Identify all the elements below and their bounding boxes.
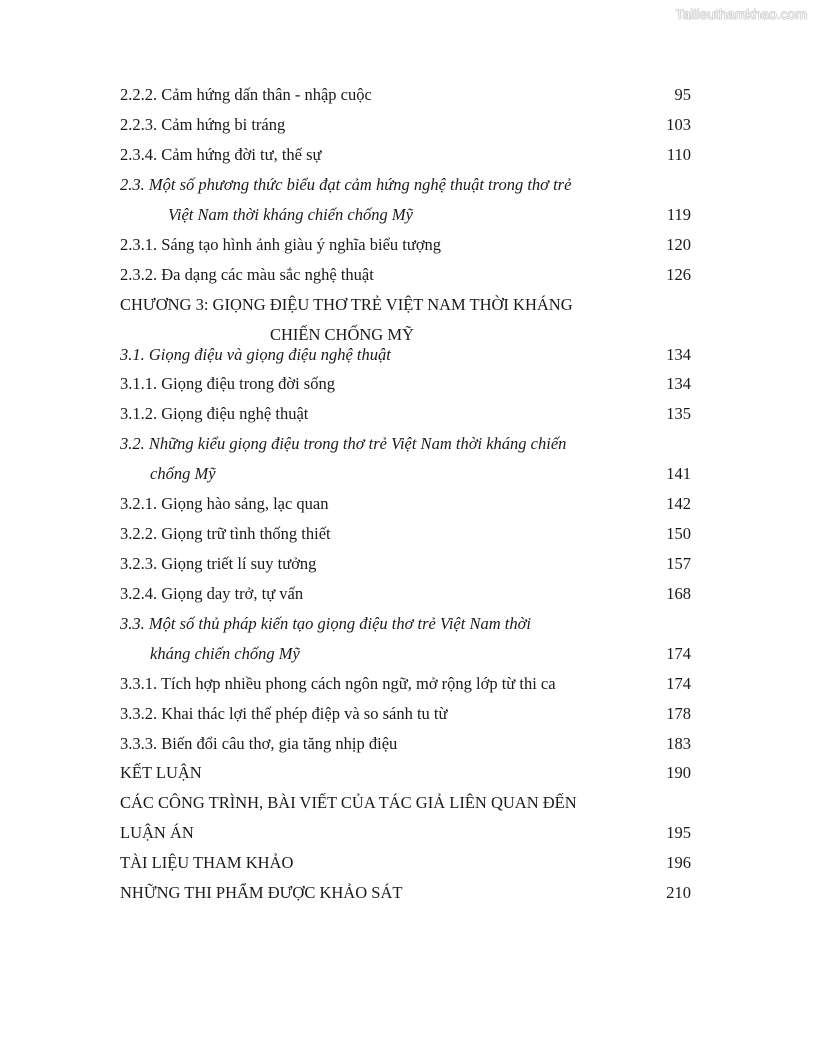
toc-entry	[120, 399, 691, 429]
toc-entry-page: 178	[666, 704, 691, 723]
toc-entry-text: 3.1.2. Giọng điệu nghệ thuật	[120, 404, 309, 423]
toc-entry-text: CHIẾN CHỐNG MỸ	[270, 325, 414, 344]
watermark-text: Tailieuthamkhao.com	[675, 6, 807, 22]
toc-entry-page: 190	[666, 763, 691, 782]
toc-entry-text: 3.2.4. Giọng day trở, tự vấn	[120, 584, 304, 603]
toc-entry	[120, 519, 691, 549]
toc-entry-page: 168	[666, 584, 691, 603]
toc-entry	[120, 579, 691, 609]
toc-entry	[120, 260, 691, 290]
toc-entry-page: 95	[674, 85, 691, 104]
toc-entry-page: 183	[666, 734, 691, 753]
toc-entry-text: 3.1. Giọng điệu và giọng điệu nghệ thuật	[120, 345, 391, 364]
toc-entry-page: 174	[666, 674, 691, 693]
toc-entry	[120, 230, 691, 260]
toc-entry-text: LUẬN ÁN	[120, 823, 194, 842]
toc-entry-text: 3.3.3. Biến đổi câu thơ, gia tăng nhịp điệu	[120, 734, 398, 753]
toc-entry-text: TÀI LIỆU THAM KHẢO	[120, 853, 294, 872]
toc-entry	[120, 878, 691, 908]
toc-entry-page: 174	[666, 644, 691, 663]
toc-entry-text: 3.3.1. Tích hợp nhiều phong cách ngôn ngữ, mở rộng lớp từ thi ca	[120, 674, 556, 693]
toc-entry-text: 3.3. Một số thủ pháp kiến tạo giọng điệu thơ trẻ Việt Nam thời	[120, 614, 531, 633]
toc-entry-page: 195	[666, 823, 691, 842]
toc-entry-text: 2.3.2. Đa dạng các màu sắc nghệ thuật	[120, 265, 374, 284]
toc-entry-page: 134	[666, 345, 691, 364]
toc-entry-text: 3.2.2. Giọng trữ tình thống thiết	[120, 524, 331, 543]
toc-entry	[120, 788, 691, 818]
toc-entry-text: 3.2.1. Giọng hào sảng, lạc quan	[120, 494, 329, 513]
toc-entry	[120, 699, 691, 729]
toc-entry-text: 3.3.2. Khai thác lợi thế phép điệp và so sánh tu từ	[120, 704, 448, 723]
toc-entry	[120, 140, 691, 170]
toc-entry-page: 150	[666, 524, 691, 543]
toc-entry-page: 210	[666, 883, 691, 902]
toc-entry-text: chống Mỹ	[150, 464, 216, 483]
toc-entry-text: 2.2.3. Cảm hứng bi tráng	[120, 115, 286, 134]
toc-entry-page: 119	[666, 205, 691, 224]
toc-entry-page: 126	[666, 265, 691, 284]
toc-entry	[120, 818, 691, 848]
toc-entry-text: 3.2.3. Giọng triết lí suy tưởng	[120, 554, 317, 573]
toc-entry-page: 196	[666, 853, 691, 872]
toc-entry	[120, 459, 691, 489]
toc-entry	[120, 639, 691, 669]
toc-entry	[120, 170, 691, 200]
toc-entry	[120, 729, 691, 759]
toc-entry	[120, 758, 691, 788]
toc-chapter-heading	[120, 290, 691, 320]
toc-entry	[120, 110, 691, 140]
toc-entry-page: 157	[666, 554, 691, 573]
toc-entry-text: KẾT LUẬN	[120, 763, 202, 782]
toc-entry-page: 103	[666, 115, 691, 134]
toc-entry-page: 120	[666, 235, 691, 254]
toc-entry	[120, 609, 691, 639]
toc-entry-text: 2.3.1. Sáng tạo hình ảnh giàu ý nghĩa biểu tượng	[120, 235, 442, 254]
toc-entry-text: CHƯƠNG 3: GIỌNG ĐIỆU THƠ TRẺ VIỆT NAM THỜI KHÁNG	[120, 295, 573, 314]
toc-entry-text: NHỮNG THI PHẨM ĐƯỢC KHẢO SÁT	[120, 883, 403, 902]
toc-entry	[120, 200, 691, 230]
toc-entry	[120, 549, 691, 579]
toc-entry-text: 3.2. Những kiểu giọng điệu trong thơ trẻ Việt Nam thời kháng chiến	[120, 434, 567, 453]
toc-entry	[120, 369, 691, 399]
toc-entry-page: 141	[666, 464, 691, 483]
toc-entry	[120, 848, 691, 878]
toc-entry	[120, 669, 691, 699]
toc-entry-text: 2.3.4. Cảm hứng đời tư, thế sự	[120, 145, 322, 164]
toc-entry-text: Việt Nam thời kháng chiến chống Mỹ	[168, 205, 413, 224]
toc-entry	[120, 80, 691, 110]
toc-entry	[120, 489, 691, 519]
toc-entry-page: 135	[666, 404, 691, 423]
toc-entry-page: 134	[666, 374, 691, 393]
toc-entry-text: 2.3. Một số phương thức biểu đạt cảm hứng nghệ thuật trong thơ trẻ	[120, 175, 572, 194]
toc-entry-text: 3.1.1. Giọng điệu trong đời sống	[120, 374, 335, 393]
toc-entry-page: 142	[666, 494, 691, 513]
toc-entry-text: kháng chiến chống Mỹ	[150, 644, 300, 663]
toc-entry-text: CÁC CÔNG TRÌNH, BÀI VIẾT CỦA TÁC GIẢ LIÊN QUAN ĐẾN	[120, 793, 577, 812]
toc-entry	[120, 340, 691, 370]
toc-entry-page: 110	[666, 145, 691, 164]
toc-entry-text: 2.2.2. Cảm hứng dấn thân - nhập cuộc	[120, 85, 372, 104]
toc-entry	[120, 429, 691, 459]
